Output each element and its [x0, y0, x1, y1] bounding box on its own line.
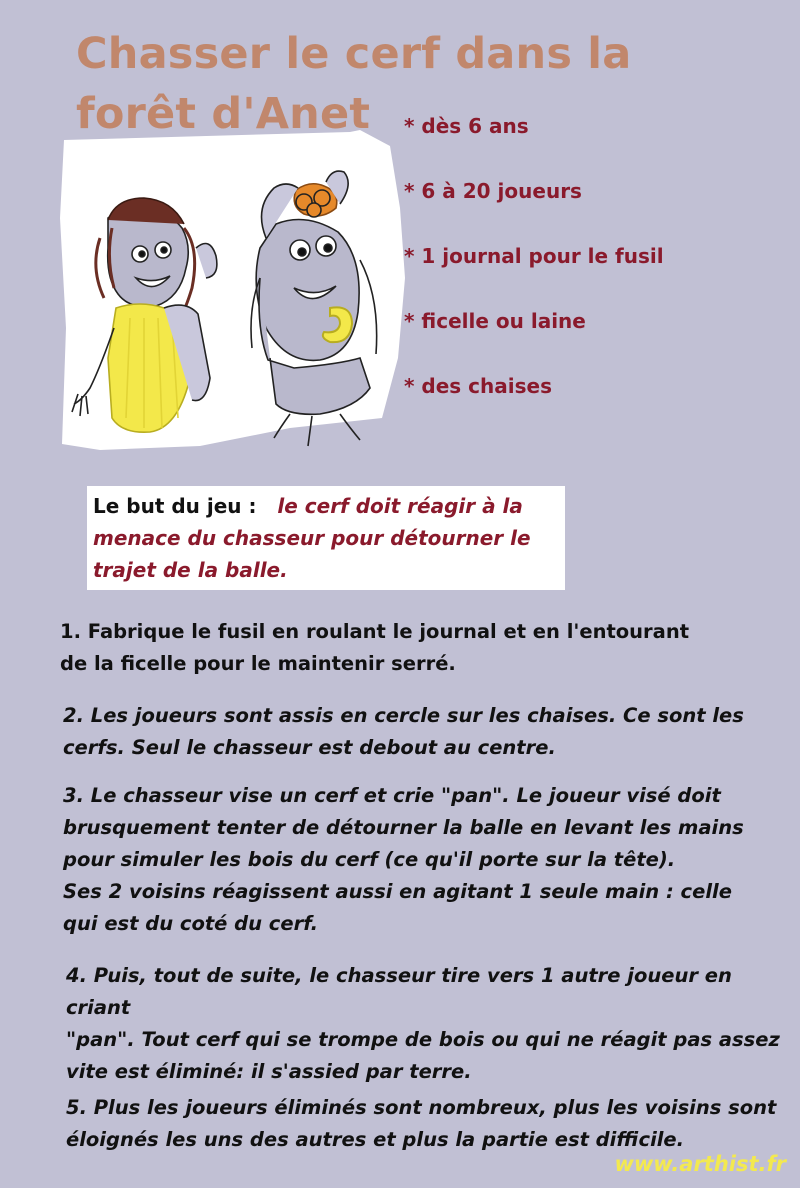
step-1: 1. Fabrique le fusil en roulant le journal et en l'entourant de la ficelle pour le maintenir serré.: [60, 620, 690, 675]
step-4: 4. Puis, tout de suite, le chasseur tire vers 1 autre joueur en criant "pan". Tout cerf qui se trompe de bois ou qui ne réagit pas assez vite est éliminé: il s'assied par terre.: [66, 964, 780, 1083]
children-illustration: [60, 128, 452, 452]
requirements-list: [404, 112, 794, 437]
requirement-chairs: * des chaises: [404, 374, 552, 398]
requirement-players: * 6 à 20 joueurs: [404, 179, 582, 203]
goal-text: le cerf doit réagir à la menace du chasseur pour détourner le trajet de la balle.: [93, 494, 531, 582]
goal-box: [87, 486, 565, 590]
step-2: 2. Les joueurs sont assis en cercle sur les chaises. Ce sont les cerfs. Seul le chasseur est debout au centre.: [63, 704, 744, 759]
title-line-1: Chasser le cerf dans la: [76, 29, 632, 79]
requirement-age: * dès 6 ans: [404, 114, 529, 138]
title-line-2: forêt d'Anet: [76, 89, 371, 139]
requirement-newspaper: * 1 journal pour le fusil: [404, 244, 664, 268]
goal-label: Le but du jeu :: [93, 494, 257, 518]
step-5: 5. Plus les joueurs éliminés sont nombreux, plus les voisins sont éloignés les uns des autres et plus la partie est difficile.: [66, 1096, 777, 1151]
requirement-string: * ficelle ou laine: [404, 309, 586, 333]
footer-website: www.arthist.fr: [614, 1152, 786, 1176]
step-3: 3. Le chasseur vise un cerf et crie "pan". Le joueur visé doit brusquement tenter de détourner la balle en levant les mains pour simuler les bois du cerf (ce qu'il porte sur la tête). Ses 2 voisins réagissent aussi en agitant 1 seule main : celle qui est du coté du cerf.: [63, 784, 744, 935]
